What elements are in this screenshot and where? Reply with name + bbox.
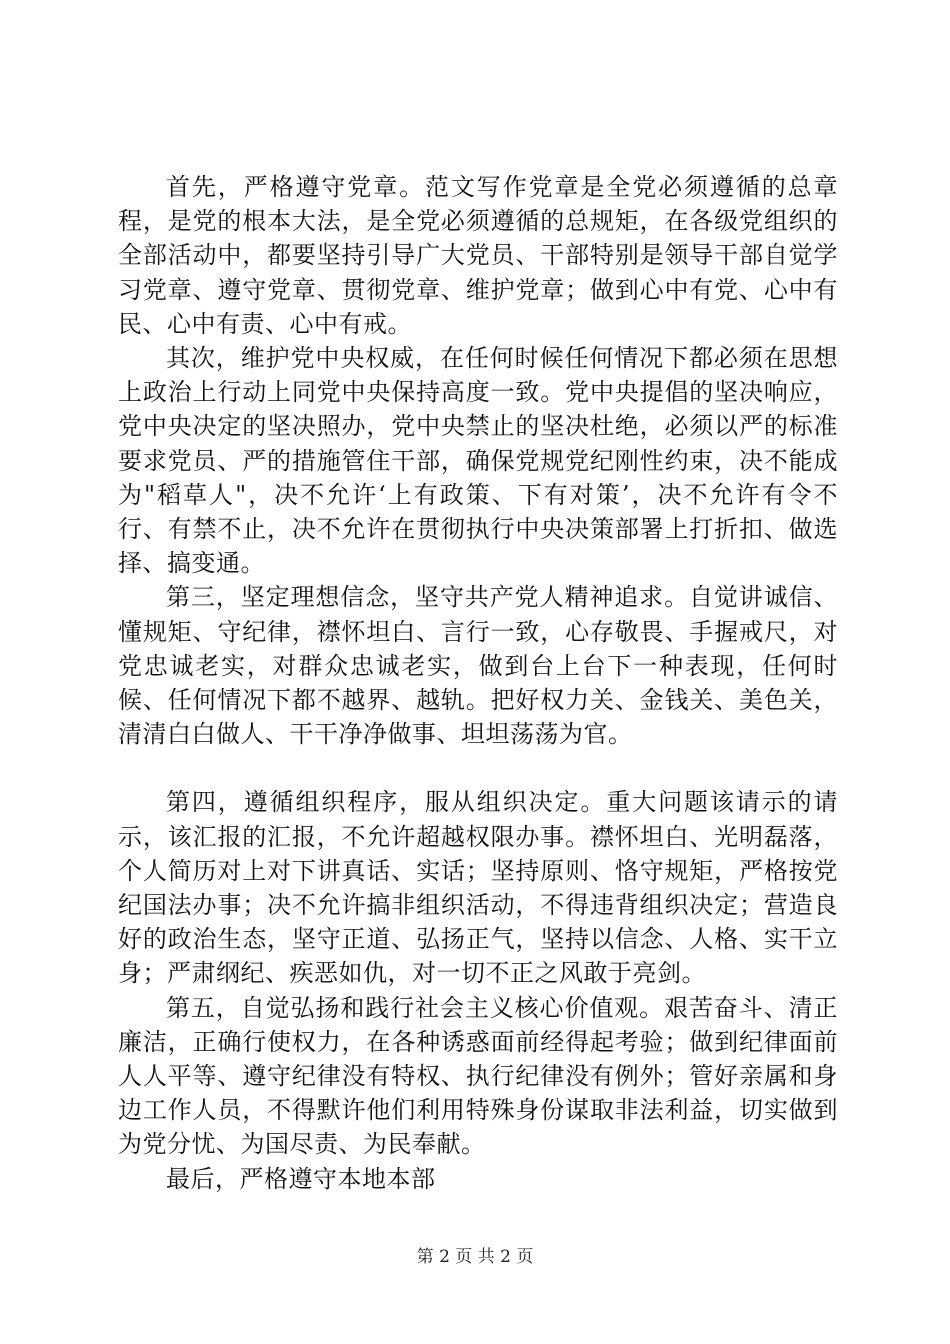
paragraph-1: 首先，严格遵守党章。范文写作党章是全党必须遵循的总章程，是党的根本大法，是全党必须遵循的总规矩，在各级党组织的全部活动中，都要坚持引导广大党员、干部特别是领导干部自觉学习党章、遵守党章、贯彻党章、维护党章；做到心中有党、心中有民、心中有责、心中有戒。 (118, 173, 838, 338)
paragraph-4: 第四，遵循组织程序，服从组织决定。重大问题该请示的请示，该汇报的汇报，不允许超越权限办事。襟怀坦白、光明磊落，个人简历对上对下讲真话、实话；坚持原则、恪守规矩，严格按党纪国法办事；决不允许搞非组织活动，不得违背组织决定；营造良好的政治生态，坚守正道、弘扬正气，坚持以信念、人格、实干立身；严肃纲纪、疾恶如仇，对一切不正之风敢于亮剑。 (118, 788, 838, 988)
paragraph-6: 最后，严格遵守本地本部 (166, 1164, 436, 1193)
paragraph-2: 其次，维护党中央权威，在任何时候任何情况下都必须在思想上政治上行动上同党中央保持高度一致。党中央提倡的坚决响应，党中央决定的坚决照办，党中央禁止的坚决杜绝，必须以严的标准要求党员、严的措施管住干部，确保党规党纪刚性约束，决不能成为"稻草人"，决不允许‘上有政策、下有对策’，决不允许有令不行、有禁不止，决不允许在贯彻执行中央决策部署上打折扣、做选择、搞变通。 (118, 344, 838, 578)
page-number-footer: 第 2 页 共 2 页 (416, 1247, 534, 1267)
paragraph-5: 第五，自觉弘扬和践行社会主义核心价值观。艰苦奋斗、清正廉洁，正确行使权力，在各种诱惑面前经得起考验；做到纪律面前人人平等、遵守纪律没有特权、执行纪律没有例外；管好亲属和身边工作人员，不得默许他们利用特殊身份谋取非法利益，切实做到为党分忧、为国尽责、为民奉献。 (118, 993, 838, 1159)
document-body (118, 170, 838, 1196)
paragraph-spacer (118, 751, 838, 785)
paragraph-3: 第三，坚定理想信念，坚守共产党人精神追求。自觉讲诚信、懂规矩、守纪律，襟怀坦白、言行一致，心存敬畏、手握戒尺，对党忠诚老实，对群众忠诚老实，做到台上台下一种表现，任何时候、任何情况下都不越界、越轨。把好权力关、金钱关、美色关，清清白白做人、干干净净做事、坦坦荡荡为官。 (118, 583, 838, 749)
